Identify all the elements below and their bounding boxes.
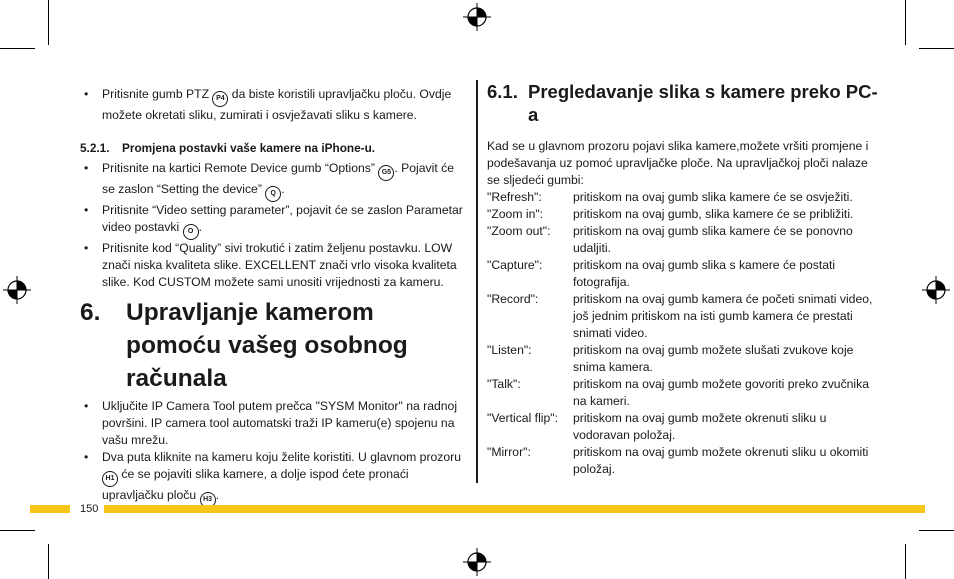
crop-mark	[905, 0, 906, 45]
list-item: • Dva puta kliknite na kameru koju želite koristiti. U glavnom prozoru H1 će se pojaviti slika kamere, a dolje ispod ćete pronaći upravljačku ploču H3 .	[80, 449, 465, 508]
list-item: • Pritisnite “Video setting parameter”, pojavit će se zaslon Parametar video postavki O .	[80, 202, 465, 240]
crop-mark	[919, 48, 954, 49]
chapter-heading-6: 6. Upravljanje kamerom pomoću vašeg osobnog računala	[80, 299, 408, 392]
definition-row: "Zoom in": pritiskom na ovaj gumb, slika kamere će se približiti.	[487, 207, 854, 221]
definition-row: "Capture": pritiskom na ovaj gumb slika s kamere će postati fotografija.	[487, 258, 836, 289]
registration-mark-icon	[463, 548, 491, 576]
badge-p4-icon: P4	[212, 91, 228, 107]
crop-mark	[919, 530, 954, 531]
button-definition-list	[487, 189, 882, 478]
definition-row: "Refresh": pritiskom na ovaj gumb slika kamere će se osvježiti.	[487, 190, 853, 204]
footer-accent-bar-right	[104, 505, 925, 513]
page-number: 150	[80, 503, 99, 515]
crop-mark	[48, 0, 49, 45]
crop-mark	[0, 530, 35, 531]
right-column	[487, 80, 882, 478]
crop-mark	[905, 544, 906, 579]
list-item: • Pritisnite na kartici Remote Device gumb “Options” G5 . Pojavit će se zaslon “Setting the device” Q .	[80, 160, 465, 202]
definition-row: "Mirror": pritiskom na ovaj gumb možete okrenuti sliku u okomiti položaj.	[487, 445, 869, 476]
registration-mark-icon	[3, 276, 31, 304]
badge-o-icon: O	[183, 224, 199, 240]
column-divider	[476, 80, 478, 483]
section-heading-521: 5.2.1. Promjena postavki vaše kamere na iPhone-u.	[80, 141, 376, 155]
crop-mark	[0, 48, 35, 49]
definition-row: "Zoom out": pritiskom na ovaj gumb slika kamere će se ponovno udaljiti.	[487, 224, 853, 255]
definition-row: "Record": pritiskom na ovaj gumb kamera će početi snimati video, još jednim pritiskom na isti gumb kamera će prestati snimati video.	[487, 292, 873, 340]
list-item: • Pritisnite gumb PTZ P4 da biste koristili upravljačku ploču. Ovdje možete okretati sliku, zumirati i osvježavati sliku s kamere.	[80, 86, 465, 124]
list-item: • Pritisnite kod “Quality” sivi trokutić i zatim željenu postavku. LOW znači niska kvaliteta slike. EXCELLENT znači vrlo visoka kvaliteta slike. Kod CUSTOM možete sami unositi vrijednosti za kameru.	[80, 240, 465, 291]
intro-paragraph: Kad se u glavnom prozoru pojavi slika kamere,možete vršiti promjene i podešavanja uz pomoć upravljačke ploče. Na upravljačkoj ploči nalaze se sljedeći gumbi:	[487, 139, 869, 187]
crop-mark	[48, 544, 49, 579]
badge-h1-icon: H1	[102, 471, 118, 487]
left-column	[80, 86, 465, 508]
intro-bullet-list	[80, 86, 465, 124]
badge-g5-icon: G5	[378, 165, 394, 181]
section-6-bullet-list	[80, 398, 465, 508]
list-item: • Uključite IP Camera Tool putem prečca "SYSM Monitor" na radnoj površini. IP camera tool automatski traži IP kameru(e) spojenu na vašu mrežu.	[80, 398, 465, 449]
badge-h3-icon: H3	[200, 492, 216, 508]
registration-mark-icon	[463, 3, 491, 31]
definition-row: "Vertical flip": pritiskom na ovaj gumb možete okrenuti sliku u vodoravan položaj.	[487, 411, 827, 442]
footer-accent-bar-left	[30, 505, 70, 513]
section-heading-61: 6.1. Pregledavanje slika s kamere preko PC-a	[487, 81, 878, 125]
badge-q-icon: Q	[265, 186, 281, 202]
definition-row: "Listen": pritiskom na ovaj gumb možete slušati zvukove koje snima kamera.	[487, 343, 854, 374]
section-521-bullet-list	[80, 160, 465, 291]
definition-row: "Talk": pritiskom na ovaj gumb možete govoriti preko zvučnika na kameri.	[487, 377, 870, 408]
registration-mark-icon	[922, 276, 950, 304]
